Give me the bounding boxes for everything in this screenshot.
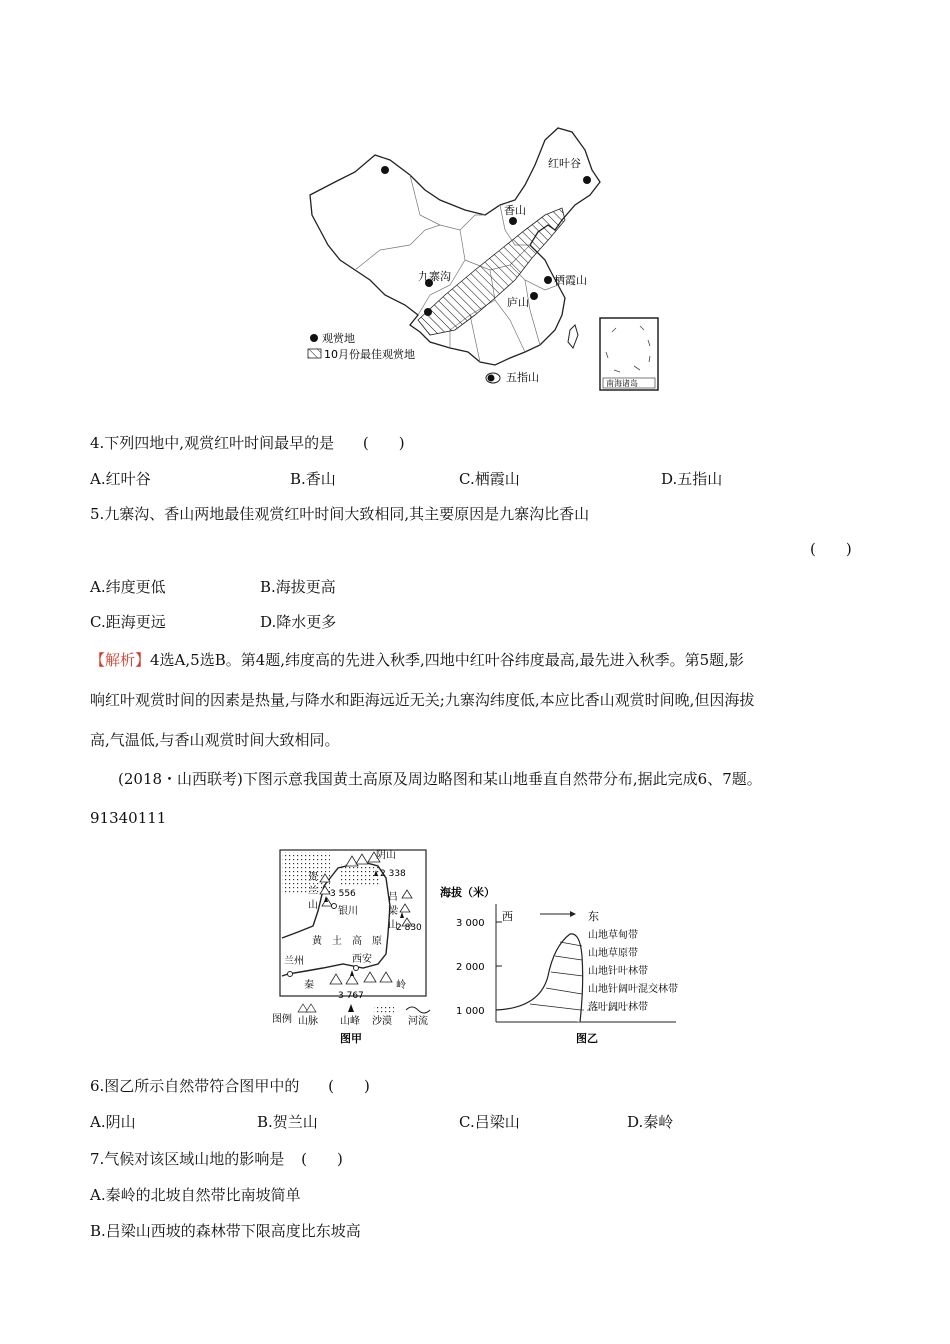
city-yinchuan xyxy=(332,904,337,909)
city-lanzhou xyxy=(288,972,293,977)
spot-wuzhishan xyxy=(488,375,495,382)
label-yinshan: 阴山 xyxy=(376,850,396,861)
caption-jia: 图甲 xyxy=(340,1032,362,1045)
yi-west: 西 xyxy=(502,910,513,923)
label-hongyegu: 红叶谷 xyxy=(548,157,581,170)
elev-yinshan: 2 338 xyxy=(380,869,406,879)
desert-area-1 xyxy=(282,852,330,894)
spot-xiangshan xyxy=(509,217,517,225)
city-xian xyxy=(354,966,359,971)
figure-jia-loess-plateau xyxy=(268,846,450,1046)
nanhai-label: 南海诸岛 xyxy=(606,379,638,388)
q7-stem-row xyxy=(90,1149,343,1169)
label-lshan: 山 xyxy=(388,920,398,931)
caption-yi: 图乙 xyxy=(576,1032,598,1045)
spot-qixiashan xyxy=(544,276,552,284)
q6-paren: ( ) xyxy=(328,1077,370,1095)
q7-paren: ( ) xyxy=(301,1150,343,1168)
yi-ytick-2000: 2 000 xyxy=(456,962,485,973)
yi-zone-5: 落叶阔叶林带 xyxy=(588,1002,648,1013)
label-qixiashan: 栖霞山 xyxy=(554,274,587,287)
label-ling: 岭 xyxy=(396,980,406,991)
legend-jia-peak: 山峰 xyxy=(340,1016,360,1027)
label-shan: 山 xyxy=(308,900,318,911)
q4-stem: 4.下列四地中,观赏红叶时间最早的是 xyxy=(90,434,335,452)
question-code: 91340111 xyxy=(90,809,167,827)
legend-spot-marker xyxy=(310,334,318,342)
elev-qinling: 3 767 xyxy=(338,991,364,1001)
q5-option-c[interactable]: C.距海更远 xyxy=(90,613,166,631)
label-qin: 秦 xyxy=(304,980,314,991)
label-xiangshan: 香山 xyxy=(504,204,526,217)
yi-ytick-1000: 1 000 xyxy=(456,1006,485,1017)
legend-jia-desert: 沙漠 xyxy=(372,1016,392,1027)
analysis-line-2: 响红叶观赏时间的因素是热量,与降水和距海远近无关;九寨沟纬度低,本应比香山观赏时间晚,但因海拔 xyxy=(90,691,755,709)
spot-sichuan xyxy=(424,308,432,316)
label-he: 贺 xyxy=(308,872,318,883)
q4-option-d[interactable]: D.五指山 xyxy=(661,470,723,488)
label-lushan: 庐山 xyxy=(507,296,529,309)
label-huangtu: 黄 土 高 原 xyxy=(312,936,382,947)
q5-option-a[interactable]: A.纬度更低 xyxy=(90,578,166,596)
q4-paren: ( ) xyxy=(362,434,405,452)
spot-hongyegu xyxy=(583,176,591,184)
label-lan: 兰 xyxy=(308,886,318,897)
q5-paren: ( ) xyxy=(810,540,852,558)
q7-option-a[interactable]: A.秦岭的北坡自然带比南坡简单 xyxy=(90,1186,301,1204)
q5-option-d[interactable]: D.降水更多 xyxy=(260,613,337,631)
elev-helan: 3 556 xyxy=(330,889,356,899)
analysis-line-3: 高,气温低,与香山观赏时间大致相同。 xyxy=(90,731,340,749)
label-yinchuan: 银川 xyxy=(338,906,358,917)
yi-zone-4: 山地针阔叶混交林带 xyxy=(588,984,678,995)
label-jiuzhaigou: 九寨沟 xyxy=(418,270,451,283)
q7-option-b[interactable]: B.吕梁山西坡的森林带下限高度比东坡高 xyxy=(90,1222,361,1240)
figure-yi-vertical-zones xyxy=(430,876,680,1046)
label-xian: 西安 xyxy=(352,954,372,965)
q4-option-b[interactable]: B.香山 xyxy=(290,470,336,488)
label-liang: 梁 xyxy=(388,906,398,917)
yi-zone-1: 山地草甸带 xyxy=(588,930,638,941)
desert-area-2 xyxy=(340,864,380,886)
intro-text: (2018・山西联考)下图示意我国黄土高原及周边略图和某山地垂直自然带分布,据此完成6、7题。 xyxy=(118,770,762,788)
analysis-line-1 xyxy=(90,650,744,670)
elev-lvliang: 2 830 xyxy=(396,923,422,933)
legend-jia-river: 河流 xyxy=(408,1016,428,1027)
spot-xinjiang xyxy=(381,166,389,174)
legend-best-swatch xyxy=(308,349,321,358)
q6-option-b[interactable]: B.贺兰山 xyxy=(257,1113,318,1131)
legend-best-label: 10月份最佳观赏地 xyxy=(324,348,415,361)
yi-ylabel: 海拔（米） xyxy=(440,886,495,899)
analysis-tag: 【解析】 xyxy=(90,651,151,669)
spot-lushan xyxy=(530,292,538,300)
yi-ytick-3000: 3 000 xyxy=(456,918,485,929)
label-lv: 吕 xyxy=(388,892,398,903)
q4-option-c[interactable]: C.栖霞山 xyxy=(459,470,520,488)
q4-option-a[interactable]: A.红叶谷 xyxy=(90,470,151,488)
china-red-leaf-map xyxy=(300,120,670,395)
legend-jia-mountain: 山脉 xyxy=(298,1016,318,1027)
yi-zone-3: 山地针叶林带 xyxy=(588,966,648,977)
q5-stem: 5.九寨沟、香山两地最佳观赏红叶时间大致相同,其主要原因是九寨沟比香山 xyxy=(90,505,590,523)
taiwan-island xyxy=(568,325,578,348)
q6-option-c[interactable]: C.吕梁山 xyxy=(459,1113,520,1131)
q7-stem: 7.气候对该区域山地的影响是 xyxy=(90,1150,285,1168)
q5-option-b[interactable]: B.海拔更高 xyxy=(260,578,336,596)
q6-option-a[interactable]: A.阴山 xyxy=(90,1113,136,1131)
yi-zone-2: 山地草原带 xyxy=(588,948,638,959)
legend-spot-label: 观赏地 xyxy=(322,332,355,345)
yi-east: 东 xyxy=(588,910,599,923)
analysis-text-1: 4选A,5选B。第4题,纬度高的先进入秋季,四地中红叶谷纬度最高,最先进入秋季。第5题,影 xyxy=(150,651,744,669)
q6-stem-row xyxy=(90,1076,370,1096)
q4-stem-row xyxy=(90,433,405,453)
legend-jia-title: 图例 xyxy=(272,1014,292,1025)
q6-stem: 6.图乙所示自然带符合图甲中的 xyxy=(90,1077,300,1095)
label-lanzhou: 兰州 xyxy=(284,956,304,967)
label-wuzhishan: 五指山 xyxy=(506,371,539,384)
q6-option-d[interactable]: D.秦岭 xyxy=(627,1113,674,1131)
